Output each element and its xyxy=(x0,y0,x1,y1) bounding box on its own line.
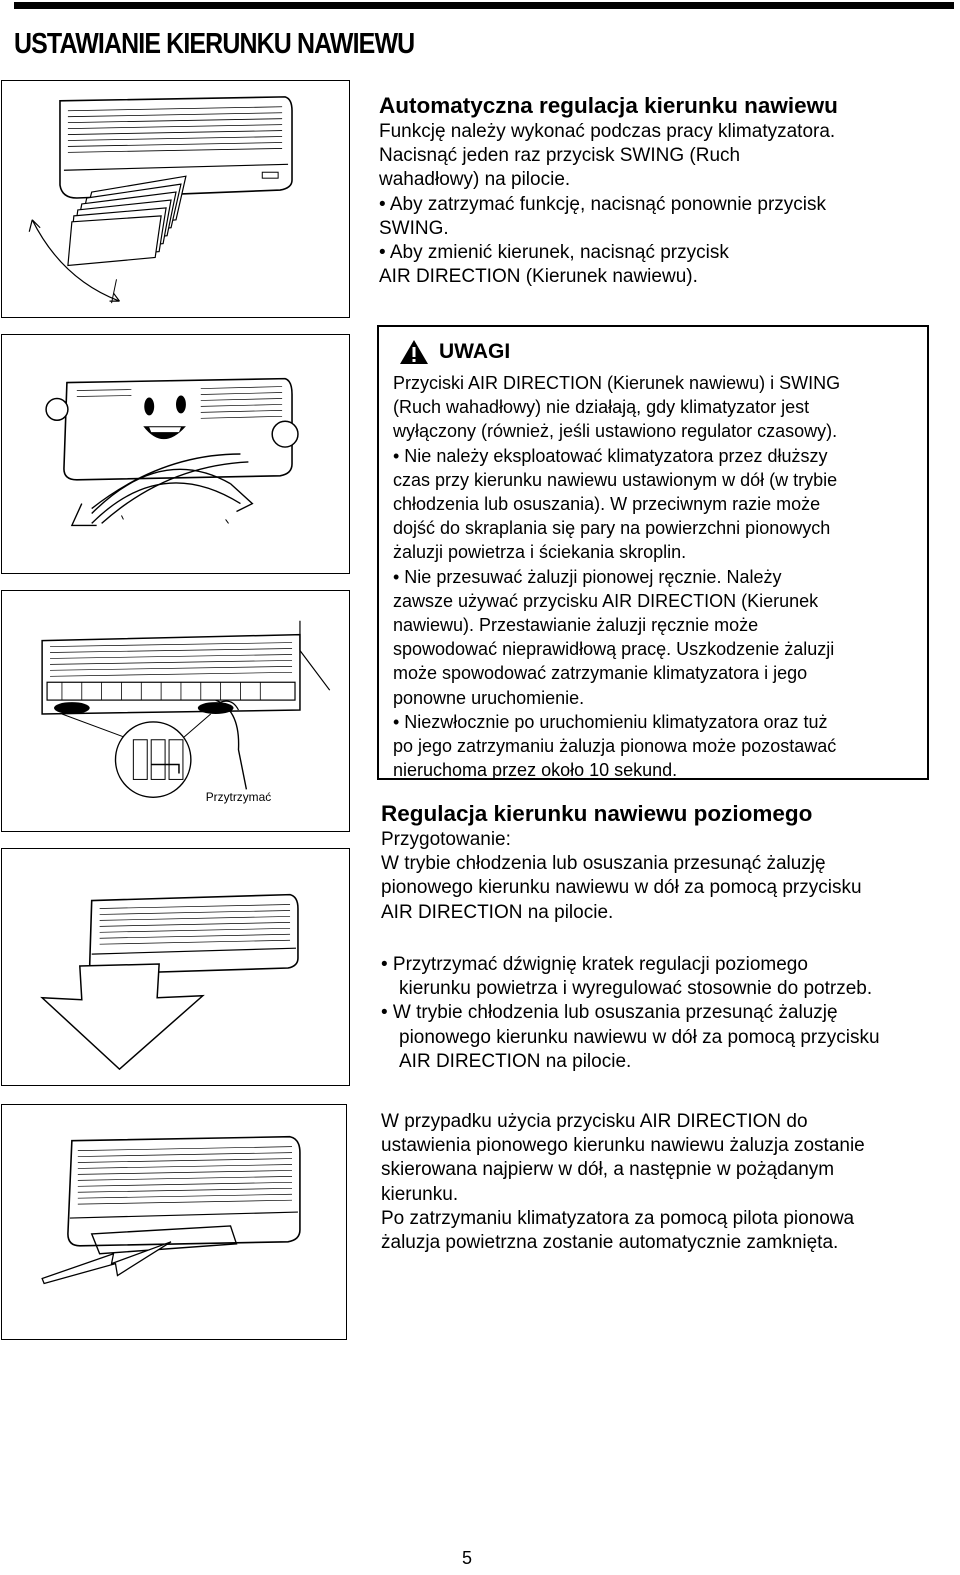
air-conditioner-mascot-illustration xyxy=(2,335,349,573)
bullet-line: • W trybie chłodzenia lub osuszania przesunąć żaluzję xyxy=(381,1002,838,1024)
horizontal-bullets xyxy=(381,953,880,1074)
air-down-illustration xyxy=(2,849,349,1085)
final-line: ustawienia pionowego kierunku nawiewu żaluzja zostanie xyxy=(381,1135,865,1157)
final-line: W przypadku użycia przycisku AIR DIRECTION do xyxy=(381,1111,808,1132)
page-title: USTAWIANIE KIERUNKU NAWIEWU xyxy=(14,28,415,60)
figure-louver-closed xyxy=(1,1104,347,1340)
warning-line: po jego zatrzymaniu żaluzja pionowa może pozostawać xyxy=(393,736,837,757)
warning-line: Przyciski AIR DIRECTION (Kierunek nawiewu) i SWING xyxy=(393,373,841,393)
auto-line: SWING. xyxy=(379,217,449,239)
final-line: skierowana najpierw w dół, a następnie w pożądanym xyxy=(381,1159,835,1181)
louver-closed-illustration xyxy=(2,1105,346,1339)
prep-label: Przygotowanie: xyxy=(381,829,511,850)
final-line: żaluzja powietrzna zostanie automatycznie zamknięta. xyxy=(381,1232,839,1254)
prep-line: W trybie chłodzenia lub osuszania przesunąć żaluzję xyxy=(381,853,826,875)
hold-label: Przytrzymać xyxy=(205,790,272,805)
bullet-line: kierunku powietrza i wyregulować stosownie do potrzeb. xyxy=(399,978,873,1000)
warning-line: zawsze używać przycisku AIR DIRECTION (Kierunek xyxy=(393,590,819,611)
warning-box xyxy=(377,325,929,780)
prep-line: pionowego kierunku nawiewu w dół za pomocą przycisku xyxy=(381,877,862,899)
horizontal-section xyxy=(381,800,862,925)
warning-triangle-icon xyxy=(399,339,429,365)
warning-header xyxy=(399,337,510,367)
final-section xyxy=(381,1110,865,1255)
air-conditioner-swing-illustration xyxy=(2,81,349,317)
warning-title: UWAGI xyxy=(439,340,511,363)
bullet-line: AIR DIRECTION na pilocie. xyxy=(399,1050,632,1072)
warning-body xyxy=(393,371,921,782)
horizontal-heading: Regulacja kierunku nawiewu poziomego xyxy=(381,801,813,826)
auto-line: wahadłowy) na pilocie. xyxy=(379,169,571,191)
warning-line: chłodzenia lub osuszania). W przeciwnym razie może xyxy=(393,494,821,515)
warning-line: wyłączony (również, jeśli ustawiono regulator czasowy). xyxy=(393,421,838,442)
warning-line: spowodować nieprawidłową pracę. Uszkodzenie żaluzji xyxy=(393,639,835,660)
warning-line: dojść do skraplania się pary na powierzchni pionowych xyxy=(393,518,831,539)
final-line: kierunku. xyxy=(381,1183,459,1205)
louver-lever-illustration xyxy=(2,591,349,831)
figure-air-direction xyxy=(1,334,350,574)
warning-line: (Ruch wahadłowy) nie działają, gdy klimatyzator jest xyxy=(393,397,810,418)
auto-swing-section xyxy=(379,92,838,289)
warning-line: ponowne uruchomienie. xyxy=(393,687,585,708)
figure-swing xyxy=(1,80,350,318)
warning-line: czas przy kierunku nawiewu ustawionym w dół (w trybie xyxy=(393,469,838,490)
auto-swing-heading: Automatyczna regulacja kierunku nawiewu xyxy=(379,93,838,118)
auto-line: AIR DIRECTION (Kierunek nawiewu). xyxy=(379,266,698,288)
warning-line: nieruchoma przez około 10 sekund. xyxy=(393,760,678,781)
top-rule xyxy=(14,2,954,9)
figure-hold-lever xyxy=(1,590,350,832)
auto-line: Funkcję należy wykonać podczas pracy klimatyzatora. xyxy=(379,121,836,142)
auto-line: • Aby zatrzymać funkcję, nacisnąć ponownie przycisk xyxy=(379,193,827,215)
warning-line: • Nie przesuwać żaluzji pionowej ręcznie. Należy xyxy=(393,566,782,587)
figure-air-down xyxy=(1,848,350,1086)
auto-line: Nacisnąć jeden raz przycisk SWING (Ruch xyxy=(379,145,741,167)
prep-line: AIR DIRECTION na pilocie. xyxy=(381,901,614,923)
bullet-line: pionowego kierunku nawiewu w dół za pomocą przycisku xyxy=(399,1026,880,1048)
page-number: 5 xyxy=(462,1548,473,1568)
bullet-line: • Przytrzymać dźwignię kratek regulacji poziomego xyxy=(381,954,808,975)
warning-line: żaluzji powietrza i ściekania skroplin. xyxy=(393,542,687,563)
auto-line: • Aby zmienić kierunek, nacisnąć przycisk xyxy=(379,242,729,264)
warning-line: nawiewu). Przestawianie żaluzji ręcznie może xyxy=(393,615,759,636)
warning-line: • Nie należy eksploatować klimatyzatora przez dłuższy xyxy=(393,445,828,466)
warning-line: • Niezwłocznie po uruchomieniu klimatyzatora oraz tuż xyxy=(393,711,828,732)
warning-line: może spowodować zatrzymanie klimatyzatora i jego xyxy=(393,663,808,684)
final-line: Po zatrzymaniu klimatyzatora za pomocą pilota pionowa xyxy=(381,1207,855,1229)
